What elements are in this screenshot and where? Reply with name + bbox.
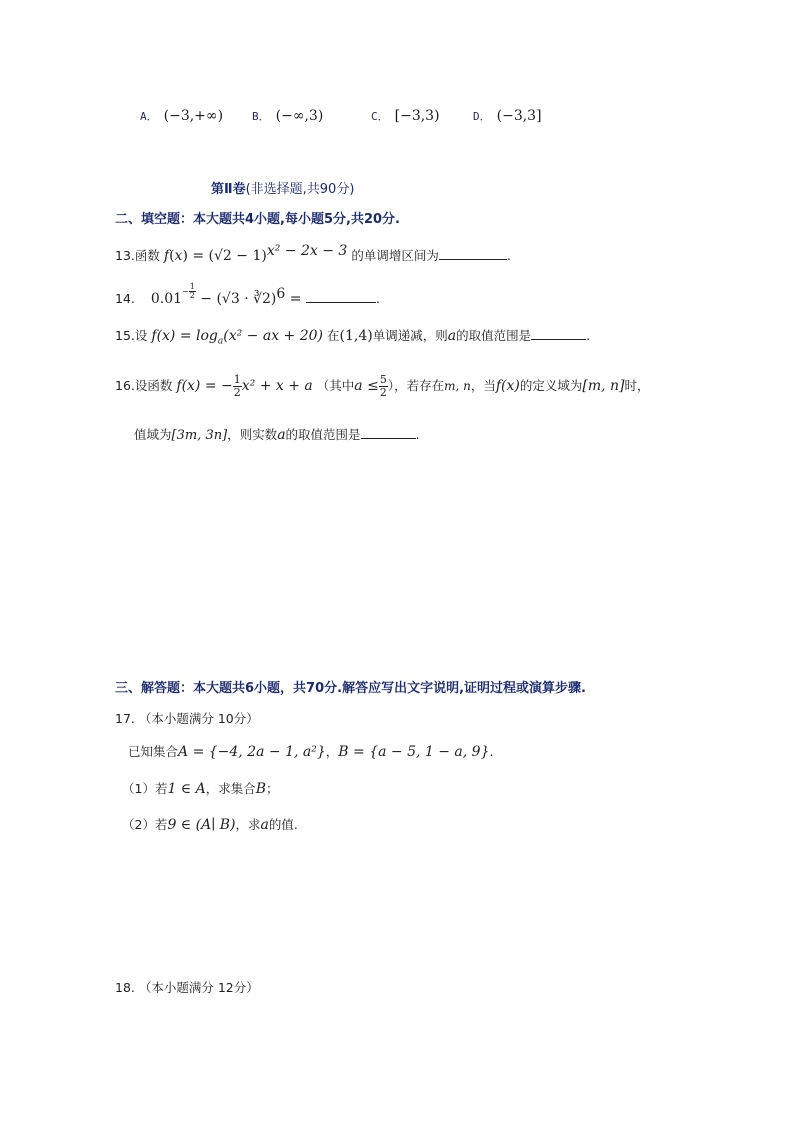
question-18-head: 18. （本小题满分 12分） (115, 980, 259, 995)
math-expr: = (√2 − 1) (187, 248, 267, 265)
math-set-a: A = {−4, 2a − 1, a²} (178, 744, 326, 760)
math-arg: (x² − ax + 20) (223, 328, 324, 344)
section-heading-solve: 三、解答题：本大题共6小题，共70分.解答应写出文字说明,证明过程或演算步骤. (115, 681, 586, 696)
math-b: B (255, 781, 267, 797)
q-number: 16. (115, 378, 135, 393)
q-text: 的取值范围是 (285, 427, 361, 442)
q-text: 单调递减，则 (372, 328, 448, 343)
frac-denominator: 2 (379, 386, 387, 399)
q-text: ， (325, 744, 339, 759)
q-end: . (415, 427, 420, 442)
q-end: . (506, 248, 511, 264)
question-14 (115, 282, 380, 308)
answer-blank[interactable] (361, 426, 416, 439)
option-value: (−3,+∞) (163, 108, 224, 124)
math-set-b: B = {a − 5, 1 − a, 9} (338, 744, 490, 760)
math-fx: f(x) = − (176, 378, 233, 394)
answer-blank[interactable] (531, 327, 586, 340)
q-text: ，求 (235, 817, 261, 832)
q-end: . (375, 291, 380, 307)
option-label: B． (252, 110, 270, 123)
q-text: 的值. (268, 817, 298, 832)
q-end: . (489, 744, 494, 759)
math-base: 0.01 (150, 291, 183, 308)
option-a (140, 108, 223, 124)
frac-numerator: 1 (233, 373, 241, 386)
math-expr: x² + x + a (241, 378, 313, 394)
math-fx: f(x) (495, 378, 520, 394)
math-interval: (1,4) (339, 328, 373, 344)
math-equals: = (285, 291, 306, 308)
option-label: D． (473, 110, 491, 123)
question-16 (115, 374, 650, 399)
answer-blank[interactable] (439, 247, 507, 260)
frac-numerator: 5 (379, 373, 387, 386)
q-number: 14. (115, 291, 135, 307)
math-exponent: x² − 2x − 3 (266, 243, 348, 259)
q-text: ，当 (470, 378, 496, 393)
exp-numerator: 1 (189, 282, 195, 291)
q-number: 13. (115, 248, 135, 264)
q-text: ），若存在 (387, 378, 445, 393)
q-number: 15. (115, 328, 135, 343)
q-text: 函数 (134, 248, 160, 264)
q-text: ，则实数 (227, 427, 278, 442)
q-text: 的定义域为 (519, 378, 583, 393)
option-label: A． (140, 110, 158, 123)
math-range: [3m, 3n] (171, 428, 228, 443)
part-title (211, 178, 354, 197)
q-text: 值域为 (134, 427, 172, 442)
math-cond: 1 ∈ A (167, 781, 206, 797)
option-d (473, 108, 542, 124)
q-end: . (586, 328, 591, 343)
math-var: a (447, 328, 457, 344)
q-text: （1）若 (122, 781, 168, 796)
q-text: 的取值范围是 (456, 328, 532, 343)
part-title-bold: 第Ⅱ卷 (211, 182, 246, 197)
math-expr: − (√3 · ∛2) (195, 291, 277, 308)
q-text: 已知集合 (128, 744, 179, 759)
q-text: 设函数 (134, 378, 173, 393)
question-15 (115, 326, 590, 347)
option-value: [−3,3) (394, 108, 440, 124)
math-var: a (260, 817, 269, 833)
option-value: (−3,3] (496, 108, 542, 124)
math-var: a (277, 427, 286, 443)
q-text: ； (266, 781, 279, 796)
math-power: 6 (276, 286, 286, 302)
math-domain: [m, n] (582, 378, 625, 394)
exp-sign: − (182, 287, 189, 296)
question-17-head: 17. （本小题满分 10分） (115, 711, 259, 726)
part-title-rest: (非选择题,共90分) (245, 182, 355, 197)
option-b (252, 108, 323, 124)
question-17-part2 (122, 815, 298, 833)
question-13: 13.函数 $f(x) = (√2 - 1)^{x^2 - 2x - 3}$ 的单调增区间为 . (115, 243, 511, 265)
math-mn: m, n (444, 379, 471, 393)
math-cond: a ≤ (354, 378, 379, 394)
answer-blank[interactable] (306, 290, 376, 303)
q-text: ，求集合 (205, 781, 256, 796)
frac-denominator: 2 (233, 386, 241, 399)
q-text: 时， (624, 378, 650, 393)
math-fx: f(x) = log (151, 328, 218, 344)
option-value: (−∞,3) (275, 108, 324, 124)
math-x: x (174, 248, 183, 265)
math-cond: 9 ∈ (A∣ B) (167, 817, 236, 833)
option-label: C． (371, 110, 389, 123)
q-text: 在 (327, 328, 340, 343)
question-16-line2 (134, 425, 420, 443)
math-f: f (163, 248, 170, 265)
option-c (371, 108, 440, 124)
question-17-part1 (122, 779, 279, 797)
exp-denominator: 2 (189, 291, 195, 300)
section-heading-fill: 二、填空题：本大题共4小题,每小题5分,共20分. (115, 212, 400, 227)
math-sub: a (217, 336, 224, 347)
q-text: （2）若 (122, 817, 168, 832)
q-text: 的单调增区间为 (351, 248, 439, 264)
q-text: 设 (134, 328, 148, 343)
q-text: （其中 (316, 378, 355, 393)
question-17-given (128, 742, 493, 760)
